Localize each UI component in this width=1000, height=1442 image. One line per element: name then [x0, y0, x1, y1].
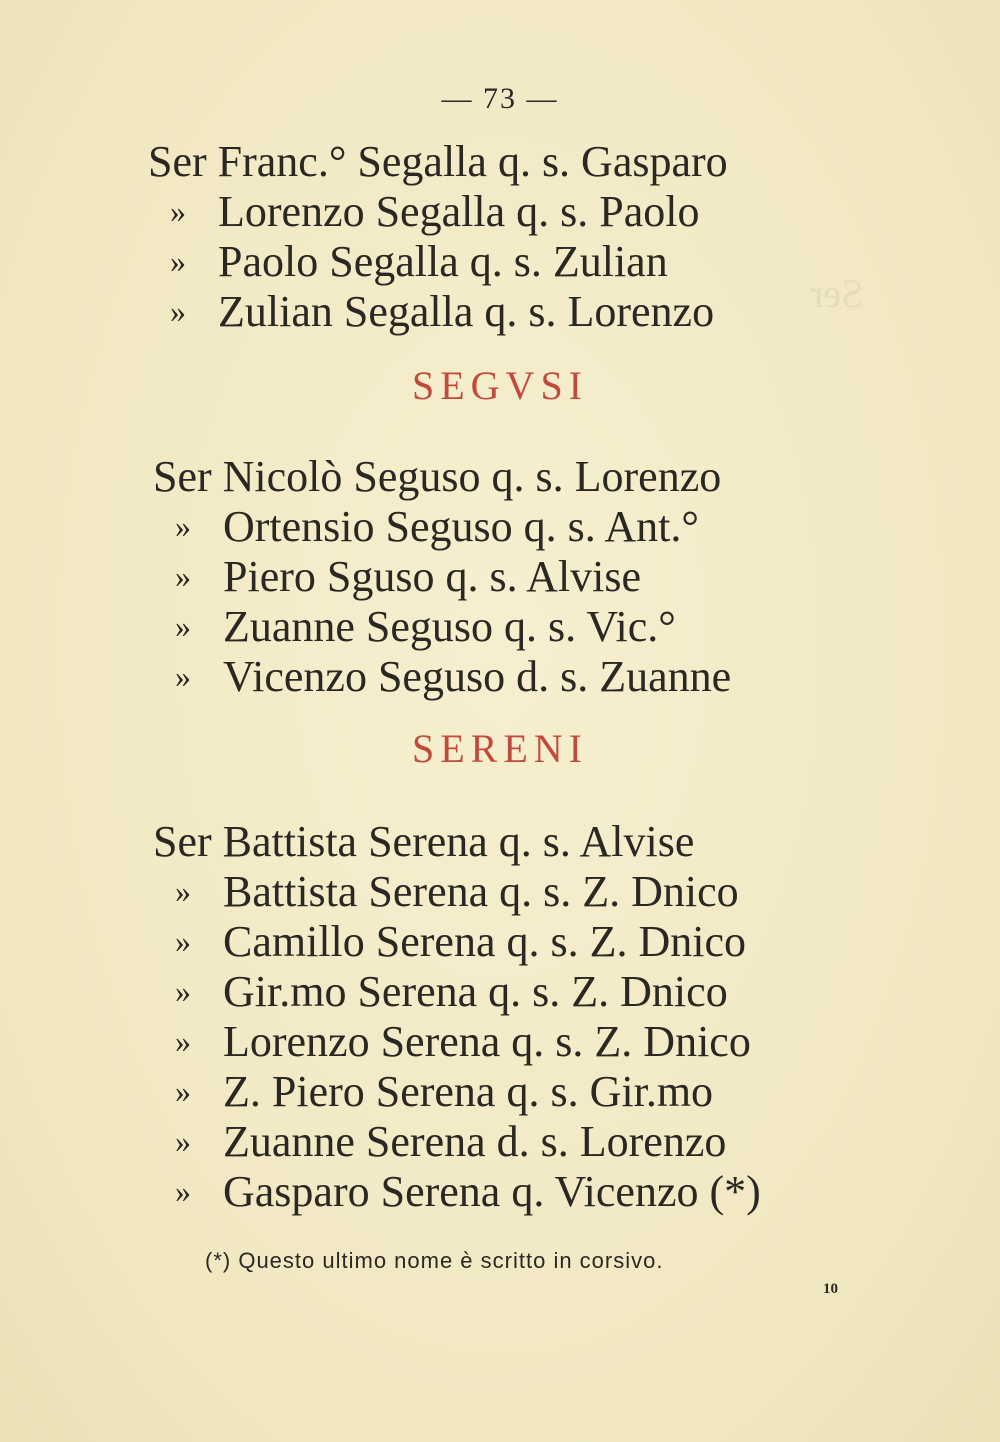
- entry-line: [175, 917, 747, 966]
- entry-line: [175, 1017, 751, 1066]
- entry-text: Piero Sguso q. s. Alvise: [223, 552, 642, 601]
- entry-text: Zuanne Seguso q. s. Vic.°: [223, 602, 676, 651]
- entry-line: [170, 187, 700, 236]
- ditto-mark: »: [175, 608, 191, 644]
- entry-text: Vicenzo Seguso d. s. Zuanne: [223, 652, 732, 701]
- ditto-mark: »: [175, 1073, 191, 1109]
- entry-line: [175, 1067, 714, 1116]
- entry-text: Ser Franc.° Segalla q. s. Gasparo: [148, 137, 728, 186]
- entry-line: [148, 137, 728, 186]
- entry-line: [175, 552, 642, 601]
- ditto-mark: »: [175, 558, 191, 594]
- entry-line: [175, 602, 676, 651]
- ditto-mark: »: [175, 508, 191, 544]
- ditto-mark: »: [170, 293, 186, 329]
- entry-line: [175, 967, 728, 1016]
- entry-text: Zuanne Serena d. s. Lorenzo: [223, 1117, 727, 1166]
- entry-line: [170, 237, 668, 286]
- footnote: (*) Questo ultimo nome è scritto in corsivo.: [205, 1248, 664, 1273]
- entry-text: Ortensio Seguso q. s. Ant.°: [223, 502, 699, 551]
- entry-text: Camillo Serena q. s. Z. Dnico: [223, 917, 747, 966]
- page-number: — 73 —: [441, 82, 559, 115]
- entry-line: [170, 287, 715, 336]
- entry-text: Zulian Segalla q. s. Lorenzo: [218, 287, 715, 336]
- entry-line: [153, 817, 695, 866]
- ditto-mark: »: [175, 973, 191, 1009]
- ditto-mark: »: [175, 658, 191, 694]
- ditto-mark: »: [170, 193, 186, 229]
- entry-text: Paolo Segalla q. s. Zulian: [218, 237, 668, 286]
- entry-line: [175, 652, 732, 701]
- ditto-mark: »: [175, 923, 191, 959]
- section-heading: SEGVSI: [411, 363, 589, 408]
- entry-text: Lorenzo Segalla q. s. Paolo: [218, 187, 700, 236]
- entry-line: [175, 1117, 727, 1166]
- entry-line: [175, 502, 699, 551]
- ditto-mark: »: [175, 1123, 191, 1159]
- entry-text: Ser Battista Serena q. s. Alvise: [153, 817, 695, 866]
- entry-line: [175, 867, 739, 916]
- ditto-mark: »: [170, 243, 186, 279]
- entry-text: Battista Serena q. s. Z. Dnico: [223, 867, 739, 916]
- ditto-mark: »: [175, 1173, 191, 1209]
- section-heading: SERENI: [412, 726, 588, 771]
- entry-text: Gir.mo Serena q. s. Z. Dnico: [223, 967, 728, 1016]
- ditto-mark: »: [175, 873, 191, 909]
- entry-text: Lorenzo Serena q. s. Z. Dnico: [223, 1017, 751, 1066]
- entry-text: Ser Nicolò Seguso q. s. Lorenzo: [153, 452, 722, 501]
- signature-mark: 10: [823, 1281, 838, 1297]
- bleed-through-text: Ser: [810, 271, 864, 316]
- entry-line: [175, 1167, 761, 1216]
- entry-line: [153, 452, 722, 501]
- entry-text: Gasparo Serena q. Vicenzo (*): [223, 1167, 761, 1216]
- ditto-mark: »: [175, 1023, 191, 1059]
- entry-text: Z. Piero Serena q. s. Gir.mo: [223, 1067, 714, 1116]
